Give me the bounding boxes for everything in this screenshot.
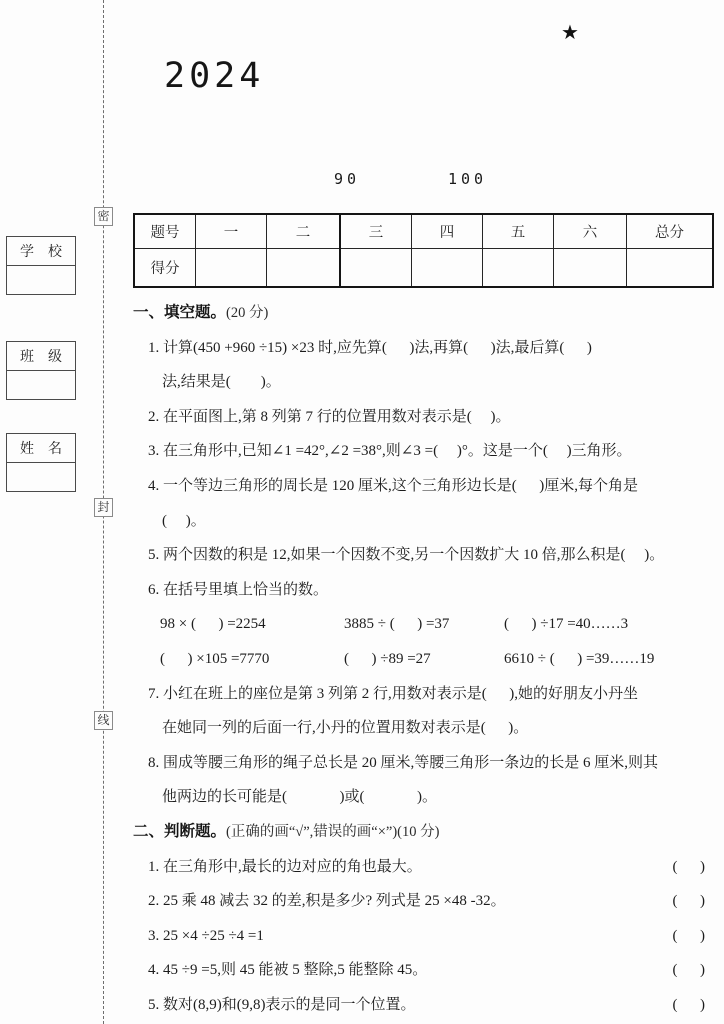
name-field [6, 433, 76, 492]
fill-q5: 5. 两个因数的积是 12,如果一个因数不变,另一个因数扩大 10 倍,那么积是( )。 [148, 547, 665, 564]
score-table-header-cell: 六 [554, 214, 627, 249]
judge-q5: 5. 数对(8,9)和(9,8)表示的是同一个位置。 [148, 996, 416, 1013]
score-table [133, 213, 714, 288]
section-judge-title-main: 二、判断题。 [133, 822, 227, 840]
school-field-blank [7, 266, 75, 294]
judge-q5-bracket: ( ) [672, 996, 705, 1013]
seal-char-mi: 密 [94, 207, 113, 226]
fill-q4-line1: 4. 一个等边三角形的周长是 120 厘米,这个三角形边长是( )厘米,每个角是 [148, 477, 638, 494]
section-judge-title [133, 815, 705, 850]
fill-q6-eq-r1c2: 3885 ÷ ( ) =37 [344, 616, 450, 633]
school-field [6, 236, 76, 295]
judge-q5-row [133, 988, 705, 1023]
section-fill-title-main: 一、填空题。 [133, 304, 227, 321]
judge-q2-row [133, 884, 705, 919]
school-field-label: 学 校 [7, 237, 75, 266]
judge-q2: 2. 25 乘 48 减去 32 的差,积是多少? 列式是 25 ×48 -32。 [148, 893, 506, 910]
fill-q6-eq-r2c3: 6610 ÷ ( ) =39……19 [504, 650, 655, 667]
section-judge-title-note: (正确的画“√”,错误的画“×”)(10 分) [226, 823, 440, 840]
class-field-label: 班 级 [7, 342, 75, 371]
fill-q6-eq-r2c2: ( ) ÷89 =27 [344, 650, 431, 667]
score-cell-empty [412, 249, 483, 288]
fill-q6-equation-row1 [133, 607, 705, 642]
class-field-blank [7, 371, 75, 399]
judge-q1: 1. 在三角形中,最长的边对应的角也最大。 [148, 858, 422, 875]
score-table-header-cell: 三 [340, 214, 412, 249]
fill-q6-eq-r1c1: 98 × ( ) =2254 [160, 616, 266, 633]
fill-q6-eq-r2c1: ( ) ×105 =7770 [160, 650, 270, 667]
score-table-header-cell: 题号 [134, 214, 196, 249]
judge-q1-bracket: ( ) [672, 858, 705, 875]
score-hint-90: 90 [334, 170, 361, 188]
score-row-label: 得分 [134, 249, 196, 288]
score-table-header-cell: 一 [196, 214, 267, 249]
fill-q4-line2: ( )。 [162, 512, 206, 529]
judge-q3-row [133, 919, 705, 954]
score-table-score-row [134, 249, 713, 288]
score-table-header-cell: 二 [267, 214, 341, 249]
score-cell-empty [267, 249, 341, 288]
score-cell-empty [340, 249, 412, 288]
score-cell-empty [196, 249, 267, 288]
judge-q4-row [133, 953, 705, 988]
score-table-header-cell: 五 [483, 214, 554, 249]
score-table-header-cell: 总分 [627, 214, 714, 249]
judge-q3-bracket: ( ) [672, 927, 705, 944]
score-table-header-cell: 四 [412, 214, 483, 249]
fill-q6-eq-r1c3: ( ) ÷17 =40……3 [504, 616, 629, 633]
exam-body [133, 296, 705, 1022]
section-fill-title [133, 296, 705, 331]
score-cell-empty [554, 249, 627, 288]
score-table-header-row [134, 214, 713, 249]
score-cell-empty [483, 249, 554, 288]
seal-char-feng: 封 [94, 498, 113, 517]
name-field-label: 姓 名 [7, 434, 75, 463]
fill-q7-line2: 在她同一列的后面一行,小丹的位置用数对表示是( )。 [162, 720, 529, 737]
fill-q8-line1: 8. 围成等腰三角形的绳子总长是 20 厘米,等腰三角形一条边的长是 6 厘米,则其 [148, 754, 659, 771]
star-icon: ★ [561, 22, 579, 44]
fill-q6: 6. 在括号里填上恰当的数。 [148, 581, 329, 598]
fill-q3: 3. 在三角形中,已知∠1 =42°,∠2 =38°,则∠3 =( )°。这是一个( )三角形。 [148, 443, 632, 460]
fill-q7-line1: 7. 小红在班上的座位是第 3 列第 2 行,用数对表示是( ),她的好朋友小丹坐 [148, 685, 638, 702]
fill-q6-equation-row2 [133, 642, 705, 677]
fill-q8-line2: 他两边的长可能是( )或( )。 [162, 789, 437, 806]
judge-q3: 3. 25 ×4 ÷25 ÷4 =1 [148, 927, 264, 944]
class-field [6, 341, 76, 400]
judge-q4: 4. 45 ÷9 =5,则 45 能被 5 整除,5 能整除 45。 [148, 962, 428, 979]
page-title: 2024 [164, 56, 265, 96]
judge-q4-bracket: ( ) [672, 962, 705, 979]
fill-q1-line1: 1. 计算(450 +960 ÷15) ×23 时,应先算( )法,再算( )法,最后算( ) [148, 339, 592, 356]
seal-char-xian: 线 [94, 711, 113, 730]
score-cell-empty [627, 249, 714, 288]
judge-q2-bracket: ( ) [672, 893, 705, 910]
fill-q2: 2. 在平面图上,第 8 列第 7 行的位置用数对表示是( )。 [148, 408, 511, 425]
name-field-blank [7, 463, 75, 491]
score-hint-100: 100 [448, 170, 488, 188]
fill-q1-line2: 法,结果是( )。 [162, 374, 281, 391]
section-fill-title-score: (20 分) [226, 305, 269, 321]
judge-q1-row [133, 850, 705, 885]
